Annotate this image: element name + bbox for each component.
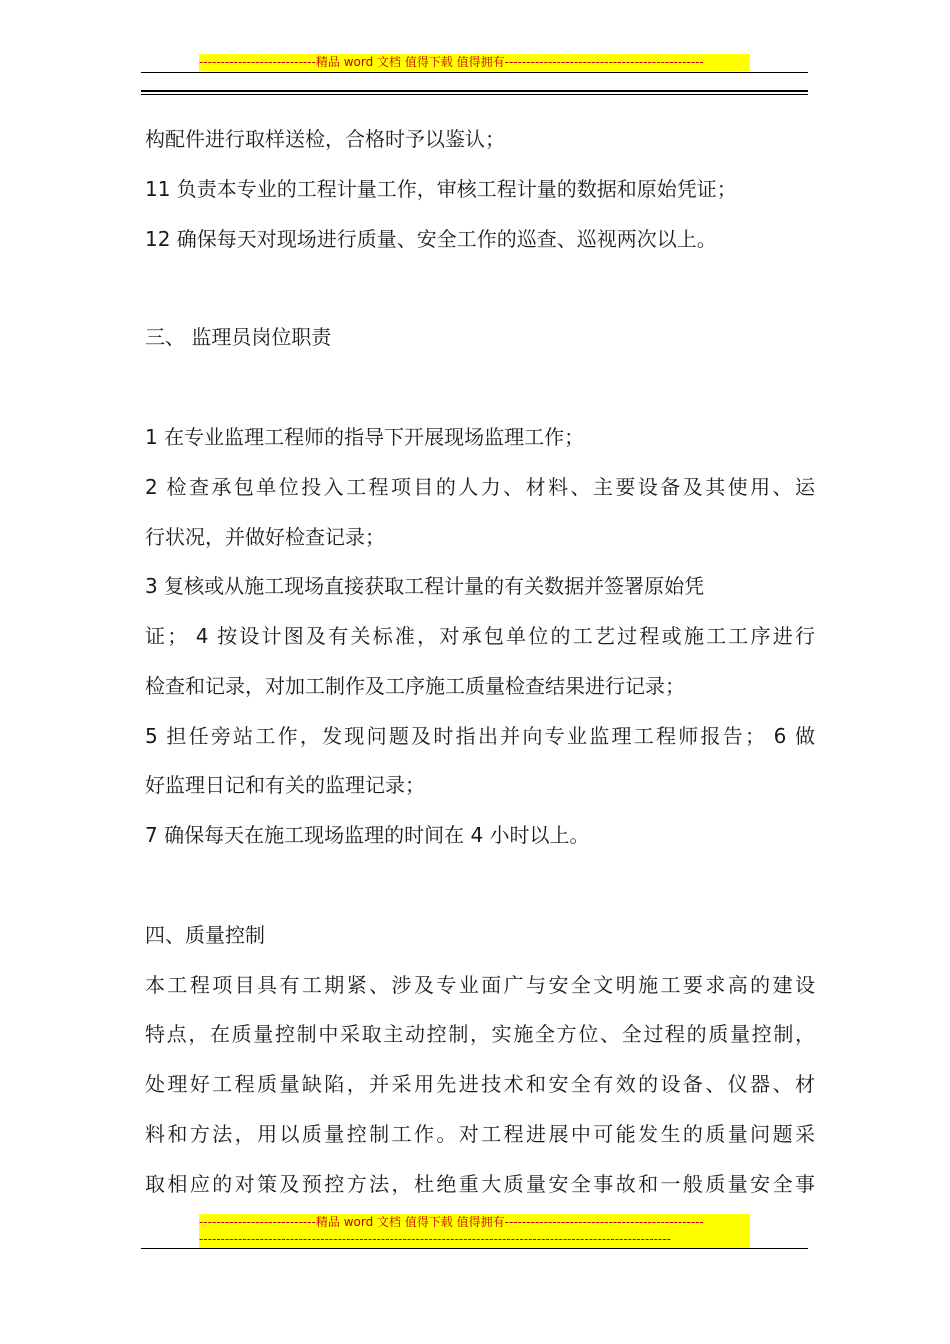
header-double-rule-bottom [141,94,808,95]
section-heading: 三、 监理员岗位职责 [145,325,332,349]
header-rule [141,72,808,73]
text-line: 7 确保每天在施工现场监理的时间在 4 小时以上。 [145,823,590,847]
text-line: 11 负责本专业的工程计量工作，审核工程计量的数据和原始凭证； [145,177,737,201]
text-line: 3 复核或从施工现场直接获取工程计量的有关数据并签署原始凭 [145,574,705,598]
footer-banner-dashes: ------------------------------------------------------------------------------------------------------------- [199,1232,671,1246]
section-heading: 四、质量控制 [145,923,265,947]
text-line: 证； 4 按设计图及有关标准，对承包单位的工艺过程或施工工序进行 [145,624,815,648]
text-line: 检查和记录，对加工制作及工序施工质量检查结果进行记录； [145,674,685,698]
footer-rule [141,1248,808,1249]
text-line: 好监理日记和有关的监理记录； [145,773,425,797]
text-line: 1 在专业监理工程师的指导下开展现场监理工作； [145,425,585,449]
text-line: 特点，在质量控制中采取主动控制，实施全方位、全过程的质量控制， [145,1022,815,1046]
text-line: 本工程项目具有工期紧、涉及专业面广与安全文明施工要求高的建设 [145,973,815,997]
text-line: 行状况，并做好检查记录； [145,525,385,549]
footer-banner-text: ---------------------------精品 word 文档 值得下载 值得拥有---------------------------------------------- [199,1215,704,1229]
text-line: 取相应的对策及预控方法，杜绝重大质量安全事故和一般质量安全事 [145,1172,815,1196]
text-line: 5 担任旁站工作，发现问题及时指出并向专业监理工程师报告； 6 做 [145,724,815,748]
header-double-rule-top [141,90,808,92]
text-line: 12 确保每天对现场进行质量、安全工作的巡查、巡视两次以上。 [145,227,717,251]
text-line: 构配件进行取样送检，合格时予以鉴认； [145,127,505,151]
text-line: 处理好工程质量缺陷，并采用先进技术和安全有效的设备、仪器、材 [145,1072,815,1096]
footer-banner [199,1214,750,1248]
header-banner-text: ---------------------------精品 word 文档 值得下载 值得拥有---------------------------------------------- [199,55,704,69]
text-line: 2 检查承包单位投入工程项目的人力、材料、主要设备及其使用、运 [145,475,815,499]
header-banner [199,54,750,71]
text-line: 料和方法，用以质量控制工作。对工程进展中可能发生的质量问题采 [145,1122,815,1146]
